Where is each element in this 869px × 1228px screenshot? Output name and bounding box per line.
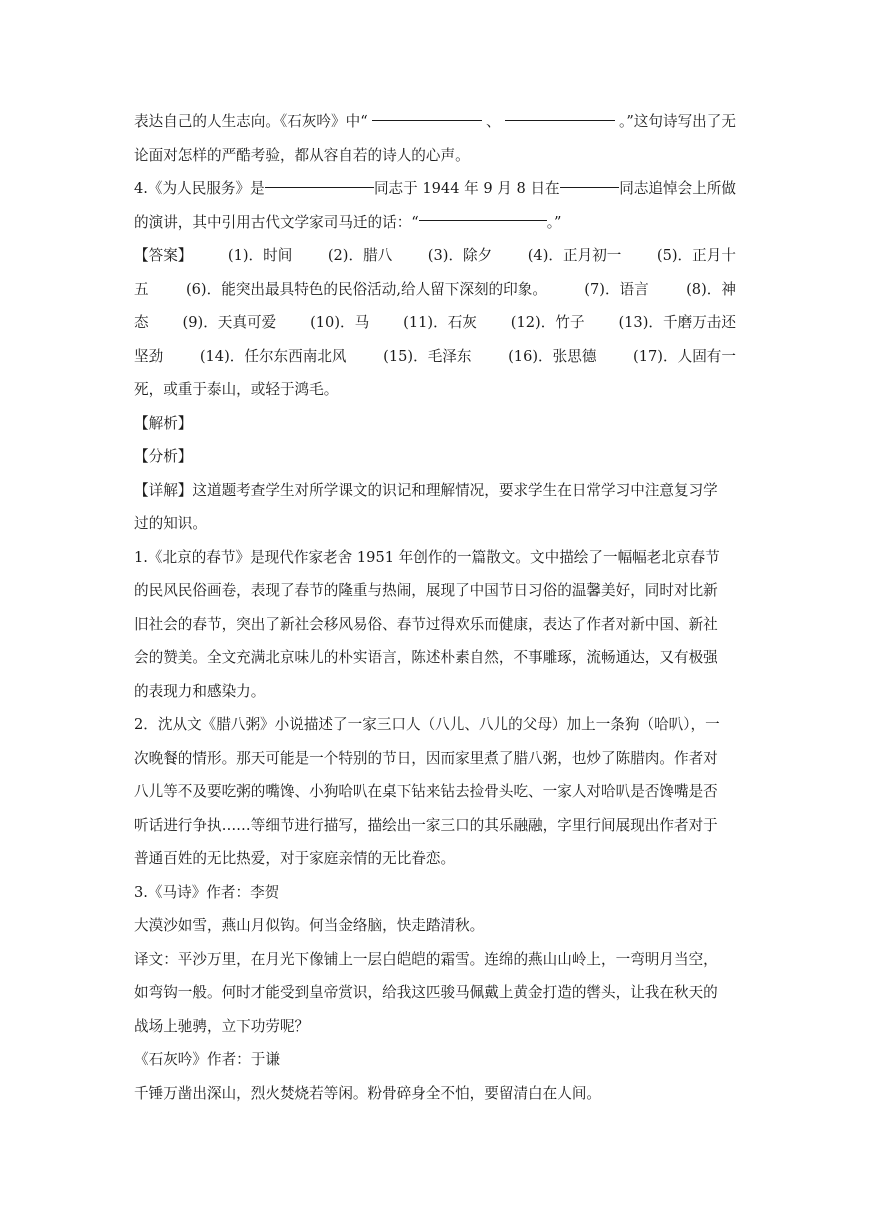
answer-item: (7)．语言 [584, 280, 649, 298]
answer-item: (5)．正月十 [656, 247, 736, 264]
ma-shi-title: 3.《马诗》作者：李贺 [134, 883, 280, 901]
answer-item: (12)．竹子 [510, 314, 585, 331]
fill-blank [265, 172, 374, 188]
p1-line: 1.《北京的春节》是现代作家老舍 1951 年创作的一篇散文。文中描绘了一幅幅老北京春节 [134, 548, 720, 566]
q3-line-2: 论面对怎样的严酷考验，都从容自若的诗人的心声。 [134, 146, 470, 164]
answer-row [134, 306, 736, 340]
q3-text: 、 [486, 113, 501, 130]
answer-item: (17)．人固有一 [633, 347, 736, 365]
answer-item: (13)．千磨万击还 [618, 314, 736, 331]
fill-blank [372, 105, 482, 121]
answer-item: (6)．能突出最具特色的民俗活动,给人留下深刻的印象。 [185, 280, 547, 298]
answer-item: (9)．天真可爱 [182, 314, 277, 331]
q3-text: 。”这句诗写出了无 [619, 113, 736, 130]
answer-item: 态 [134, 314, 149, 331]
q4-text: 同志于 1944 年 9 月 8 日在 [373, 180, 560, 197]
xiangjie-line: 【详解】这道题考查学生对所学课文的识记和理解情况，要求学生在日常学习中注意复习学 [134, 481, 718, 499]
answer-item: 坚劲 [134, 347, 164, 365]
q3-text: 表达自己的人生志向。《石灰吟》中“ [134, 113, 368, 130]
answer-item: (14)．任尔东西南北风 [199, 347, 347, 365]
jiexi-label: 【解析】 [134, 414, 193, 432]
q3-line-1 [134, 105, 736, 139]
p1-line: 旧社会的春节，突出了新社会移风易俗、春节过得欢乐而健康，表达了作者对新中国、新社 [134, 615, 718, 633]
answer-block [134, 239, 736, 407]
q4-text: 的演讲，其中引用古代文学家司马迁的话：“ [134, 213, 419, 231]
q4-line-1 [134, 172, 736, 206]
answer-label: 【答案】 [134, 247, 193, 264]
xiangjie-line: 过的知识。 [134, 515, 207, 532]
answer-row [134, 373, 736, 407]
ma-shi-translation: 战场上驰骋，立下功劳呢？ [134, 1017, 310, 1035]
ma-shi-translation: 如弯钩一般。何时才能受到皇帝赏识，给我这匹骏马佩戴上黄金打造的辔头，让我在秋天的 [134, 984, 718, 1001]
answer-item: (8)．神 [686, 280, 736, 298]
fill-blank [505, 105, 615, 121]
answer-item: (10)．马 [310, 314, 370, 331]
fill-blank [560, 172, 620, 188]
answer-item: (16)．张思德 [508, 347, 597, 365]
answer-item: (11)．石灰 [403, 314, 477, 331]
answer-item: 五 [134, 280, 149, 298]
q4-line-2 [134, 206, 736, 240]
p2-line: 次晚餐的情形。那天可能是一个特别的节日，因而家里煮了腊八粥，也炒了陈腊肉。作者对 [134, 749, 718, 767]
fenxi-label: 【分析】 [134, 448, 193, 465]
p2-line: 八儿等不及要吃粥的嘴馋、小狗哈叭在桌下钻来钻去捡骨头吃、一家人对哈叭是否馋嘴是否 [134, 783, 718, 800]
q4-text: 同志追悼会上所做 [619, 180, 736, 197]
q4-text: 4.《为人民服务》是 [134, 180, 265, 197]
p1-line: 的民风民俗画卷，表现了春节的隆重与热闹，展现了中国节日习俗的温馨美好，同时对比新 [134, 582, 718, 599]
answer-item: 死，或重于泰山，或轻于鸿毛。 [134, 381, 339, 398]
answer-item: (1)．时间 [227, 247, 293, 264]
shihuiyin-title: 《石灰吟》作者：于谦 [134, 1051, 280, 1068]
answer-item: (3)．除夕 [427, 247, 493, 264]
p1-line: 的表现力和感染力。 [134, 682, 266, 700]
answer-item: (4)．正月初一 [527, 247, 622, 264]
answer-item: (15)．毛泽东 [383, 347, 472, 365]
ma-shi-translation: 译文：平沙万里，在月光下像铺上一层白皑皑的霜雪。连绵的燕山山岭上，一弯明月当空， [134, 950, 718, 968]
answer-row [134, 273, 736, 307]
document-body [134, 105, 736, 1110]
fill-blank [419, 206, 547, 222]
p2-line: 普通百姓的无比热爱，对于家庭亲情的无比眷恋。 [134, 850, 456, 867]
answer-row [134, 239, 736, 273]
q4-text: 。” [546, 213, 562, 231]
p2-line: 2．沈从文《腊八粥》小说描述了一家三口人（八儿、八儿的父母）加上一条狗（哈叭），一 [134, 716, 720, 733]
p2-line: 听话进行争执……等细节进行描写，描绘出一家三口的其乐融融，字里行间展现出作者对于 [134, 816, 718, 834]
shihuiyin-poem: 千锤万凿出深山，烈火焚烧若等闲。粉骨碎身全不怕，要留清白在人间。 [134, 1084, 602, 1102]
answer-row [134, 340, 736, 374]
ma-shi-poem: 大漠沙如雪，燕山月似钩。何当金络脑，快走踏清秋。 [134, 917, 485, 934]
answer-item: (2)．腊八 [327, 247, 393, 264]
p1-line: 会的赞美。全文充满北京味儿的朴实语言，陈述朴素自然，不事雕琢，流畅通达，又有极强 [134, 649, 718, 666]
